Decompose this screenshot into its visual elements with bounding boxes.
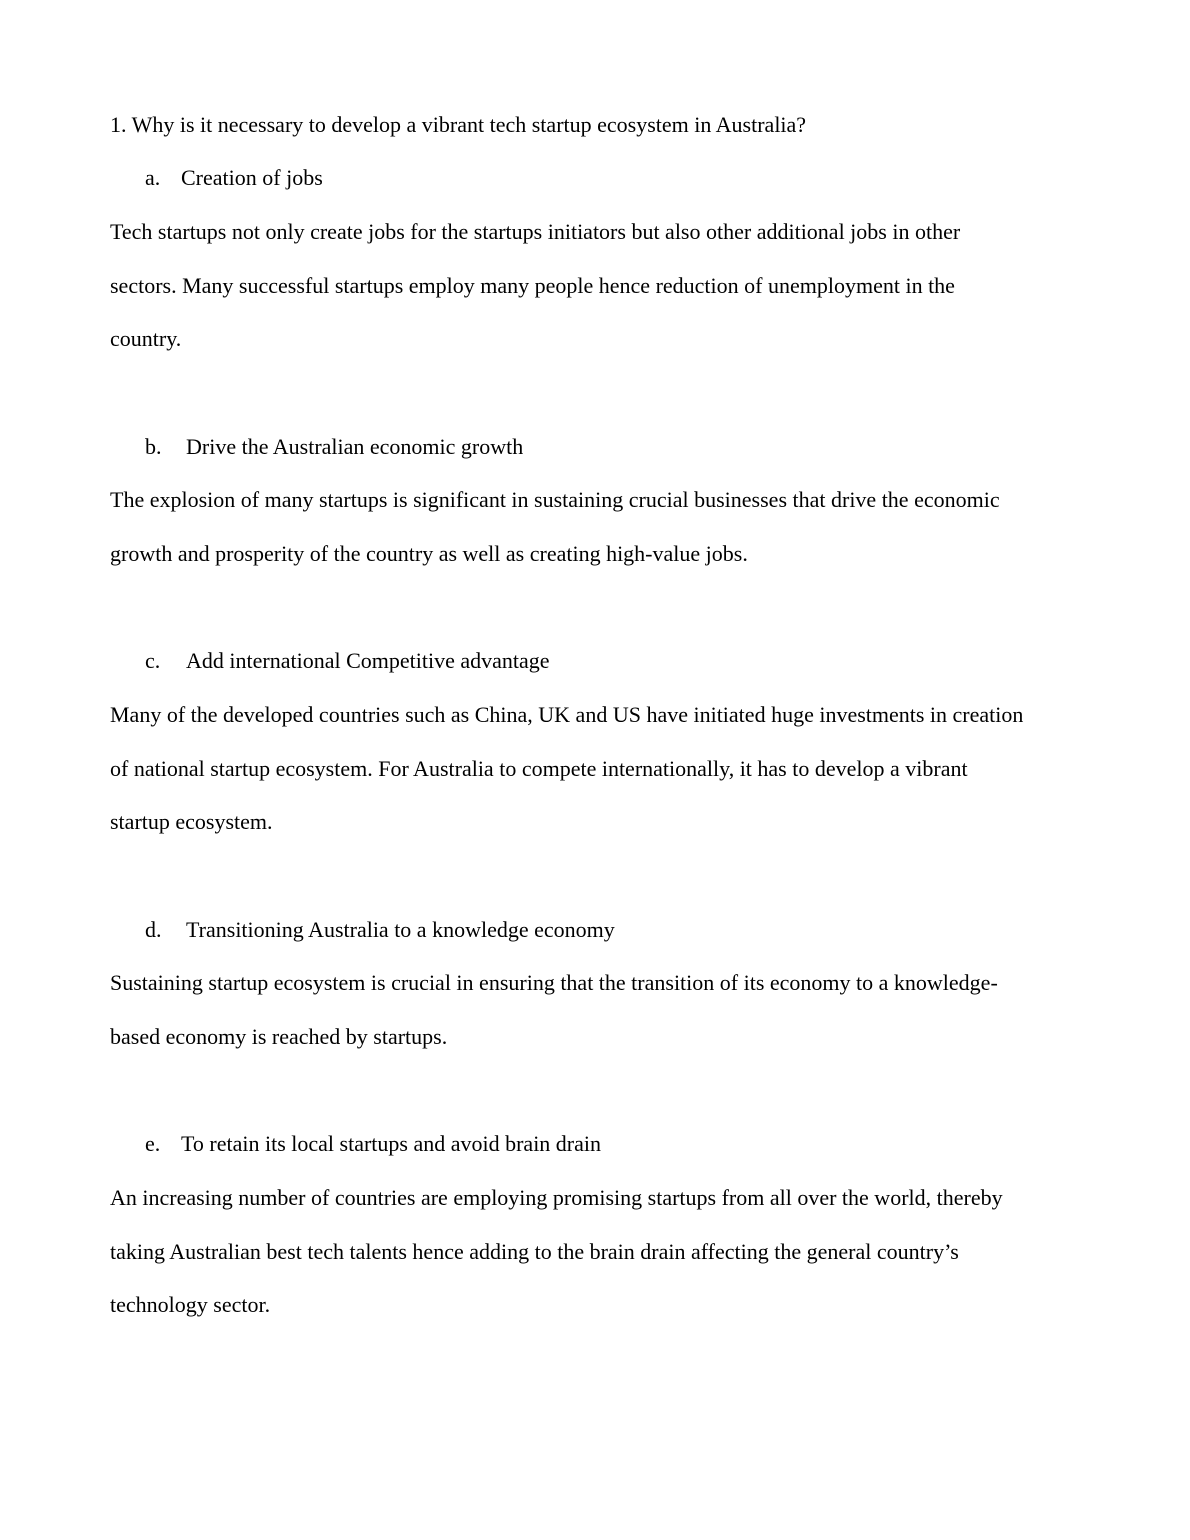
paragraph-line: taking Australian best tech talents hence adding to the brain drain affecting the general country’s [110,1239,959,1264]
section-heading: To retain its local startups and avoid brain drain [181,1131,602,1156]
list-marker: e. [145,1131,161,1156]
section-heading: Creation of jobs [181,165,323,190]
paragraph-line: technology sector. [110,1292,271,1317]
paragraph-line: Sustaining startup ecosystem is crucial in ensuring that the transition of its economy to a knowledge- [110,970,998,995]
paragraph-line: The explosion of many startups is significant in sustaining crucial businesses that drive the economic [110,487,1000,512]
paragraph-line: of national startup ecosystem. For Australia to compete internationally, it has to develop a vibrant [110,756,968,781]
paragraph-line: Many of the developed countries such as China, UK and US have initiated huge investments in creation [110,702,1024,727]
list-item-a [145,165,323,191]
paragraph-line: growth and prosperity of the country as well as creating high-value jobs. [110,541,748,566]
list-marker: d. [145,917,162,942]
question-heading: 1. Why is it necessary to develop a vibrant tech startup ecosystem in Australia? [110,112,807,137]
paragraph-line: country. [110,326,182,351]
list-item-e [145,1131,601,1157]
section-heading: Drive the Australian economic growth [186,434,524,459]
list-item-c [145,648,550,674]
list-item-d [145,917,615,943]
paragraph-line: An increasing number of countries are employing promising startups from all over the world, thereby [110,1185,1003,1210]
paragraph-line: startup ecosystem. [110,809,273,834]
list-marker: c. [145,648,161,673]
section-heading: Add international Competitive advantage [186,648,550,673]
paragraph-line: sectors. Many successful startups employ many people hence reduction of unemployment in the [110,273,955,298]
list-marker: a. [145,165,161,190]
list-marker: b. [145,434,162,459]
paragraph-line: Tech startups not only create jobs for the startups initiators but also other additional jobs in other [110,219,961,244]
paragraph-line: based economy is reached by startups. [110,1024,448,1049]
list-item-b [145,434,523,460]
section-heading: Transitioning Australia to a knowledge economy [186,917,615,942]
